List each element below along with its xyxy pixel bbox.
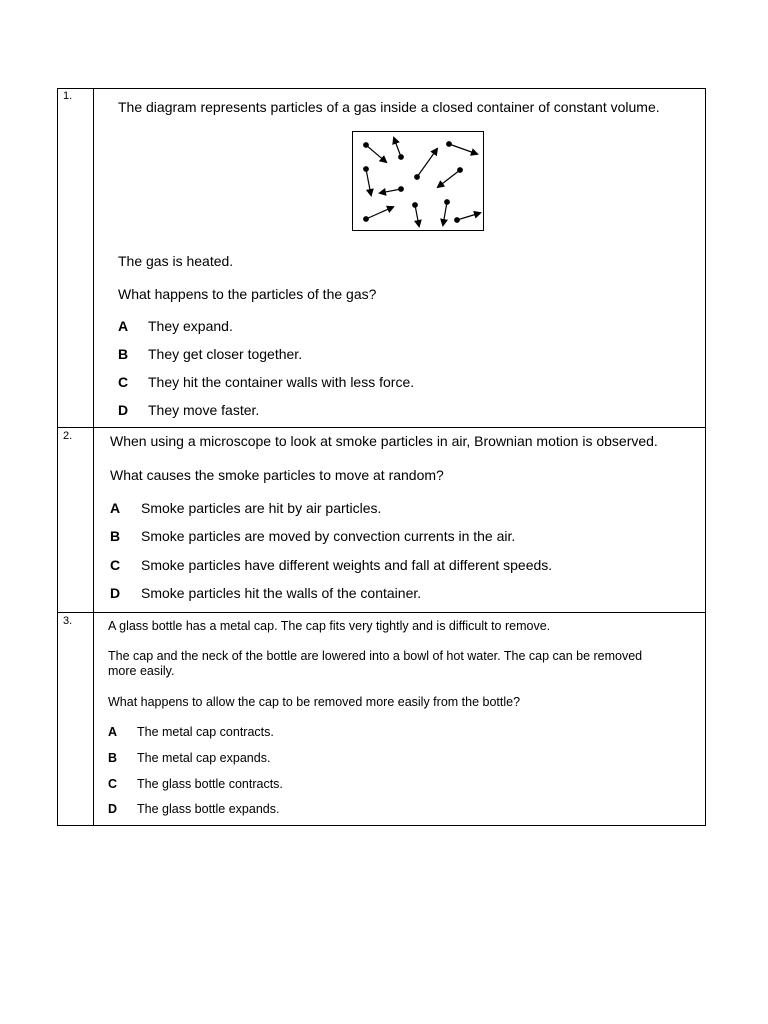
option-text: They expand. — [148, 318, 233, 334]
option-text: They move faster. — [148, 402, 260, 418]
velocity-arrow — [366, 145, 386, 162]
velocity-arrow — [394, 138, 401, 157]
question-3-statement-line-1: The cap and the neck of the bottle are lowered into a bowl of hot water. The cap can be removed — [108, 649, 643, 663]
option-text: Smoke particles have different weights and fall at different speeds. — [141, 557, 553, 573]
question-1-statement: The gas is heated. — [118, 253, 234, 269]
option-text: The glass bottle contracts. — [137, 777, 283, 791]
table-border-left — [57, 88, 58, 826]
option-text: Smoke particles hit the walls of the container. — [141, 585, 422, 601]
option-letter: D — [108, 802, 118, 816]
velocity-arrow — [366, 207, 393, 219]
table-border-top — [57, 88, 706, 89]
option-text: The metal cap contracts. — [137, 725, 274, 739]
option-text: They get closer together. — [148, 346, 303, 362]
gas-particles-diagram — [352, 131, 484, 231]
question-1-prompt: What happens to the particles of the gas? — [118, 286, 377, 302]
question-1-stem: The diagram represents particles of a gas inside a closed container of constant volume. — [118, 99, 660, 115]
corner-mark — [690, 88, 706, 89]
velocity-arrow — [457, 213, 480, 220]
option-letter: B — [108, 751, 118, 765]
gas-particles-drawing — [353, 132, 485, 232]
option-letter: D — [118, 402, 129, 418]
velocity-arrow — [443, 202, 447, 225]
option-letter: A — [118, 318, 129, 334]
table-column-divider — [93, 88, 94, 826]
question-3-stem: A glass bottle has a metal cap. The cap fits very tightly and is difficult to remove. — [108, 619, 551, 633]
option-letter: C — [108, 777, 118, 791]
row-divider-2 — [57, 612, 706, 613]
question-3-prompt: What happens to allow the cap to be removed more easily from the bottle? — [108, 695, 521, 709]
table-border-bottom — [57, 825, 706, 826]
option-letter: C — [110, 557, 121, 573]
option-letter: A — [108, 725, 118, 739]
question-2-number: 2. — [63, 430, 73, 442]
velocity-arrow — [417, 149, 437, 177]
velocity-arrow — [380, 189, 401, 193]
option-letter: C — [118, 374, 129, 390]
option-text: The glass bottle expands. — [137, 802, 280, 816]
question-3-number: 3. — [63, 615, 73, 627]
table-border-right — [705, 88, 706, 826]
option-text: The metal cap expands. — [137, 751, 271, 765]
option-letter: B — [110, 528, 121, 544]
velocity-arrow — [366, 169, 371, 195]
question-2-prompt: What causes the smoke particles to move at random? — [110, 467, 444, 483]
question-2-stem: When using a microscope to look at smoke particles in air, Brownian motion is observed. — [110, 433, 658, 449]
option-text: Smoke particles are moved by convection currents in the air. — [141, 528, 516, 544]
velocity-arrow — [438, 170, 460, 187]
option-text: Smoke particles are hit by air particles. — [141, 500, 382, 516]
corner-mark — [698, 612, 706, 613]
question-3-statement-line-2: more easily. — [108, 664, 175, 678]
option-letter: D — [110, 585, 121, 601]
option-letter: B — [118, 346, 129, 362]
option-text: They hit the container walls with less force. — [148, 374, 415, 390]
option-letter: A — [110, 500, 121, 516]
velocity-arrow — [415, 205, 419, 226]
velocity-arrow — [449, 144, 477, 154]
question-1-number: 1. — [63, 90, 73, 102]
row-divider-1 — [57, 427, 706, 428]
